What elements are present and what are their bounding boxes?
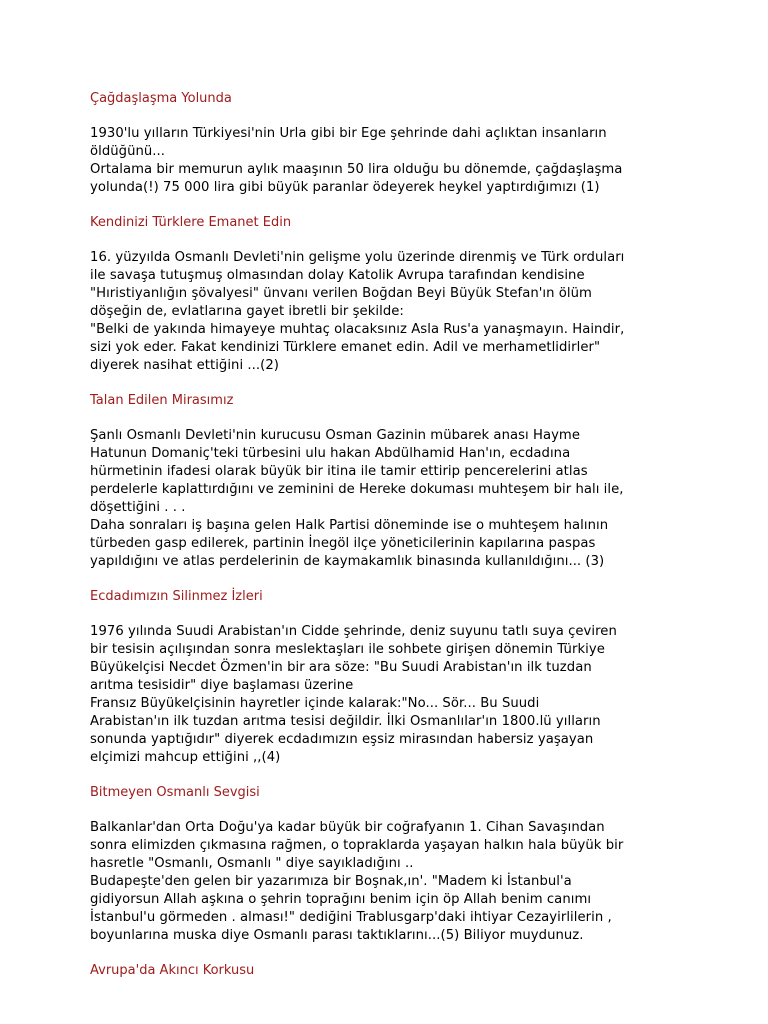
section-title-talan: Talan Edilen Mirasımız: [90, 393, 234, 408]
section-body-talan: Şanlı Osmanlı Devleti'nin kurucusu Osman Gazinin mübarek anası Hayme Hatunun Domaniç'teki türbesini ulu hakan Abdülhamid Han'ın, ecdadına hürmetinin ifadesi olarak büyük bir itina ile tamir ettirip pencerelerini atlas perdelerle kaplattırdığını ve zeminini de Hereke dokuması muhteşem bir halı ile, döşettiğini . . . Daha sonraları iş başına gelen Halk Partisi döneminde ise o muhteşem halının türbeden gasp edilerek, partinin İnegöl ilçe yöneticilerinin kapılarına paspas yapıldığını ve atlas perdelerinin de kaymakamlık binasında kullanıldığını... (3): [90, 428, 624, 569]
section-title-emanet: Kendinizi Türklere Emanet Edin: [90, 215, 292, 230]
document-page: [90, 90, 760, 979]
section-body-emanet: 16. yüzyılda Osmanlı Devleti'nin gelişme yolu üzerinde direnmiş ve Türk orduları ile savaşa tutuşmuş olmasından dolay Katolik Avrupa tarafından kendisine "Hıristiyanlığın şövalyesi" ünvanı verilen Boğdan Beyi Büyük Stefan'ın ölüm döşeğin de, evlatlarına gayet ibretli bir şekilde: "Belki de yakında himayeye muhtaç olacaksınız Asla Rus'a yanaşmayın. Haindir, sizi yok eder. Fakat kendinizi Türklere emanet edin. Adil ve merhametlidirler" diyerek nasihat ettiğini ...(2): [90, 250, 625, 373]
spacer: [90, 767, 760, 784]
section-title-akinci: Avrupa'da Akıncı Korkusu: [90, 963, 255, 978]
spacer: [90, 231, 760, 249]
spacer: [90, 107, 760, 125]
spacer: [90, 197, 760, 214]
spacer: [90, 375, 760, 392]
spacer: [90, 945, 760, 962]
section-body-cagdaslasma: 1930'lu yılların Türkiyesi'nin Urla gibi bir Ege şehrinde dahi açlıktan insanların öldüğünü... Ortalama bir memurun aylık maaşının 50 lira olduğu bu dönemde, çağdaşlaşma yolunda(!) 75 000 lira gibi büyük paranlar ödeyerek heykel yaptırdığımızı (1): [90, 126, 623, 195]
section-title-ecdad: Ecdadımızın Silinmez İzleri: [90, 589, 263, 604]
spacer: [90, 571, 760, 588]
section-body-ecdad: 1976 yılında Suudi Arabistan'ın Cidde şehrinde, deniz suyunu tatlı suya çeviren bir tesisin açılışından sonra meslektaşları ile sohbete girişen dönemin Türkiye Büyükelçisi Necdet Özmen'in bir ara söze: "Bu Suudi Arabistan'ın ilk tuzdan arıtma tesisidir" diye başlaması üzerine Fransız Büyükelçisinin hayretler içinde kalarak:"No... Sör... Bu Suudi Arabistan'ın ilk tuzdan arıtma tesisi değildir. İlki Osmanlılar'ın 1800.lü yılların sonunda yaptığıdır" diyerek ecdadımızın eşsiz mirasından habersiz yaşayan elçimizi mahcup ettiğini ,,(4): [90, 624, 617, 765]
spacer: [90, 801, 760, 819]
spacer: [90, 605, 760, 623]
spacer: [90, 409, 760, 427]
section-title-cagdaslasma: Çağdaşlaşma Yolunda: [90, 91, 232, 106]
section-body-osmanli-sevgisi: Balkanlar'dan Orta Doğu'ya kadar büyük bir coğrafyanın 1. Cihan Savaşından sonra elimizden çıkmasına rağmen, o topraklarda yaşayan halkın hala büyük bir hasretle "Osmanlı, Osmanlı " diye sayıkladığını .. Budapeşte'den gelen bir yazarımıza bir Boşnak,ın'. "Madem ki İstanbul'a gidiyorsun Allah aşkına o şehrin toprağını benim için öp Allah benim canımı İstanbul'u görmeden . alması!" dediğini Trablusgarp'daki ihtiyar Cezayirlilerin , boyunlarına muska diye Osmanlı parası taktıklarını...(5) Biliyor muydunuz.: [90, 820, 624, 943]
section-title-osmanli-sevgisi: Bitmeyen Osmanlı Sevgisi: [90, 785, 260, 800]
